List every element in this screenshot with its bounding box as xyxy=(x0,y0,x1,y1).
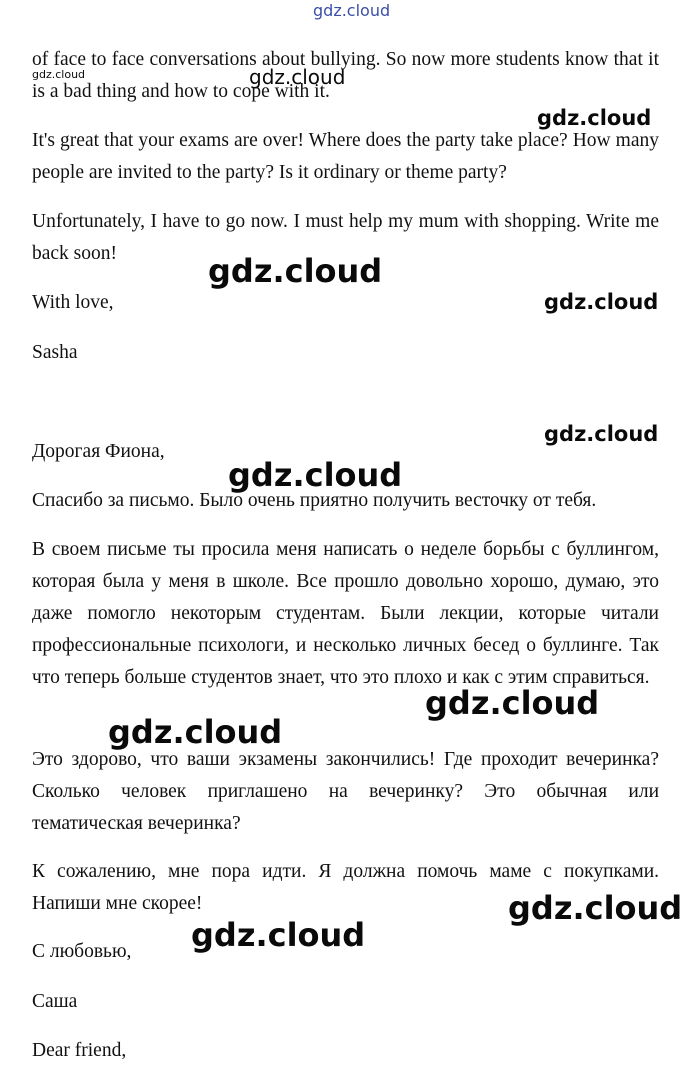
watermark-8: gdz.cloud xyxy=(108,713,283,751)
watermark-small-1: gdz.cloud xyxy=(249,65,346,89)
russian-signature: Саша xyxy=(32,991,78,1012)
watermark-6: gdz.cloud xyxy=(228,456,403,494)
english-paragraph-3: Unfortunately, I have to go now. I must help my mum with shopping. Write me back soon! xyxy=(32,211,659,264)
russian-paragraph-4: К сожалению, мне пора идти. Я должна помочь маме с покупками. Напиши мне скорее! xyxy=(32,861,659,914)
watermark-tiny: gdz.cloud xyxy=(32,68,86,81)
watermark-5: gdz.cloud xyxy=(544,422,659,446)
watermark-4: gdz.cloud xyxy=(544,290,659,314)
english-paragraph-1: of face to face conversations about bullying. So now more students know that it is a bad thing and how to cope with it. xyxy=(32,49,659,102)
russian-paragraph-2: В своем письме ты просила меня написать о неделе борьбы с буллингом, которая была у меня в школе. Все прошло довольно хорошо, думаю, это даже помогло некоторым студентам. Были лекции, которые читали профессиональные психологи, и несколько личных бесед о буллинге. Так что теперь больше студентов знает, что это плохо и как с этим справиться. xyxy=(32,539,659,688)
english-paragraph-2: It's great that your exams are over! Where does the party take place? How many people are invited to the party? Is it ordinary or theme party? xyxy=(32,130,659,183)
russian-paragraph-3: Это здорово, что ваши экзамены закончились! Где проходит вечеринка? Сколько человек приглашено на вечеринку? Это обычная или тематическая вечеринка? xyxy=(32,749,659,834)
english-closing: With love, xyxy=(32,292,114,313)
russian-paragraph-1: Спасибо за письмо. Было очень приятно получить весточку от тебя. xyxy=(32,490,597,511)
next-letter-greeting: Dear friend, xyxy=(32,1040,127,1061)
watermark-top: gdz.cloud xyxy=(313,1,391,20)
watermark-10: gdz.cloud xyxy=(191,916,366,954)
watermark-3: gdz.cloud xyxy=(208,252,383,290)
russian-closing: С любовью, xyxy=(32,941,132,962)
watermark-2: gdz.cloud xyxy=(537,106,652,130)
watermark-7: gdz.cloud xyxy=(425,684,600,722)
english-signature: Sasha xyxy=(32,342,78,363)
russian-greeting: Дорогая Фиона, xyxy=(32,441,165,462)
watermark-9: gdz.cloud xyxy=(508,889,683,927)
